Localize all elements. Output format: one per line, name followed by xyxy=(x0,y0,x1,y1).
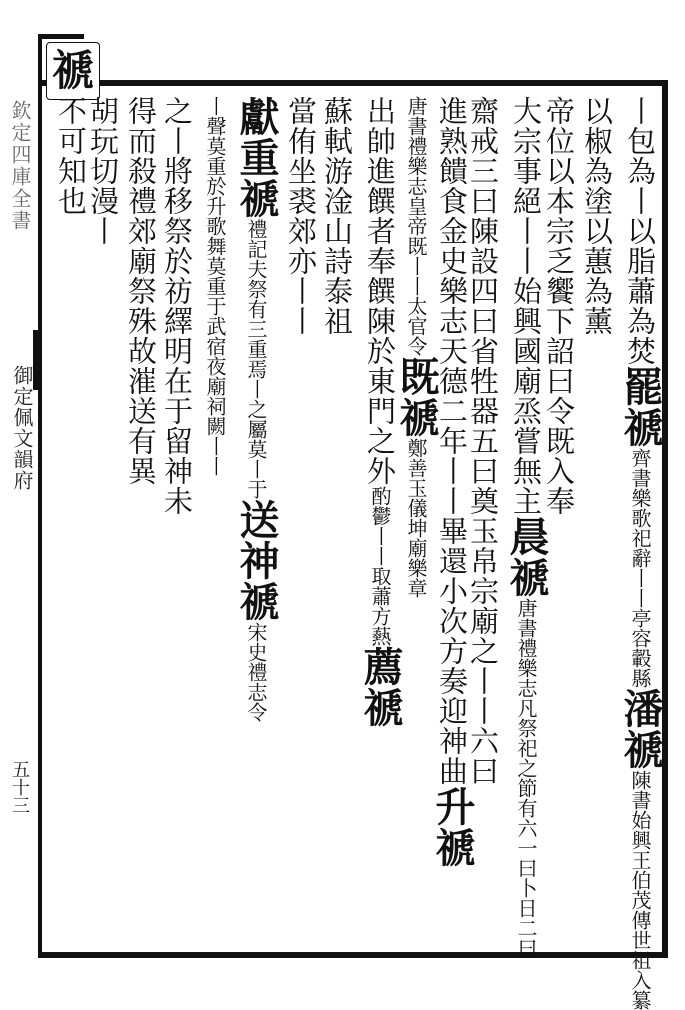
frame-left-rule xyxy=(38,34,42,958)
page-number: 五十三 xyxy=(9,760,30,814)
body-text: 得而殺禮郊廟祭殊故漼送有異 xyxy=(124,96,158,486)
text-column-4 xyxy=(503,96,550,958)
headword: 送神禠 xyxy=(233,499,280,622)
annotation: 唐書禮樂志凡祭祀之節有六一曰卜日二曰 xyxy=(514,598,538,958)
body-text: 胡玩切漫丨 xyxy=(86,96,120,246)
headword: 既禠 xyxy=(393,356,440,438)
annotation: 宋史禮志令 xyxy=(244,622,268,722)
text-column-14 xyxy=(124,96,158,486)
text-column-13 xyxy=(160,96,194,516)
frame-right-rule xyxy=(662,80,668,958)
running-title: 欽定四庫全書 xyxy=(8,100,32,232)
annotation: 丨聲莫重於升歌舞莫重于武宿夜 xyxy=(203,96,227,376)
headword: 潘禠 xyxy=(617,688,664,770)
text-column-1 xyxy=(617,96,664,1010)
text-column-12 xyxy=(200,96,229,476)
text-column-2 xyxy=(580,96,614,336)
text-column-16 xyxy=(54,96,88,216)
annotation: 禮記夫祭有三重焉丨之屬莫丨于 xyxy=(244,219,268,499)
body-text: 大宗事絕丨丨始興國廟烝嘗無主 xyxy=(509,96,543,516)
annotation: 廟祠闕丨丨 xyxy=(203,376,227,476)
body-text: 齋戒三曰陳設四曰省牲器五曰奠玉帛宗廟之丨丨六曰 xyxy=(466,96,500,786)
body-text: 以椒為塗以蕙為薰 xyxy=(580,96,614,336)
text-column-6 xyxy=(429,96,476,868)
body-text: 丨包為丨以脂蕭為焚 xyxy=(623,96,657,366)
headword: 罷禠 xyxy=(617,366,664,448)
body-text: 出帥進饌者奉饌陳於東門之外 xyxy=(363,96,397,486)
body-text: 不可知也 xyxy=(54,96,88,216)
annotation: 唐書禮樂志皇帝既丨丨太官令 xyxy=(404,96,428,356)
body-text: 進熟饋食金史樂志天德二年丨丨畢還小次方奏迎神曲 xyxy=(435,96,469,786)
body-text: 之丨將移祭於祊繹明在于留神未 xyxy=(160,96,194,516)
headword: 升禠 xyxy=(429,786,476,868)
text-column-7 xyxy=(393,96,440,598)
text-column-3 xyxy=(542,96,576,516)
text-column-11 xyxy=(233,96,280,722)
text-column-5 xyxy=(466,96,500,786)
text-column-9 xyxy=(320,96,354,336)
annotation: 齊書樂歌祀辭丨丨亭容轂縣 xyxy=(628,448,652,688)
body-text: 帝位以本宗乏饗下詔曰令既入奉 xyxy=(542,96,576,516)
headword: 薦禠 xyxy=(357,646,404,728)
text-column-15 xyxy=(86,96,120,246)
headword: 晨禠 xyxy=(503,516,550,598)
annotation: 鄭善玉儀坤廟樂章 xyxy=(404,438,428,598)
body-text: 蘇軾游淦山詩泰祖 xyxy=(320,96,354,336)
head-character: 禠 xyxy=(46,42,100,100)
annotation: 陳書始興王伯茂傳世祖入纂 xyxy=(628,770,652,1010)
book-title: 御定佩文韻府 xyxy=(10,365,34,491)
body-text: 當侑坐裘郊亦丨丨 xyxy=(284,96,318,336)
frame-bottom-rule xyxy=(38,952,668,958)
annotation: 酌鬱丨丨取蕭方爇 xyxy=(368,486,392,646)
headword: 獻重禠 xyxy=(233,96,280,219)
text-column-10 xyxy=(284,96,318,336)
text-column-8 xyxy=(357,96,404,728)
frame-corner-rule xyxy=(38,34,84,39)
frame-top-rule xyxy=(38,80,668,86)
